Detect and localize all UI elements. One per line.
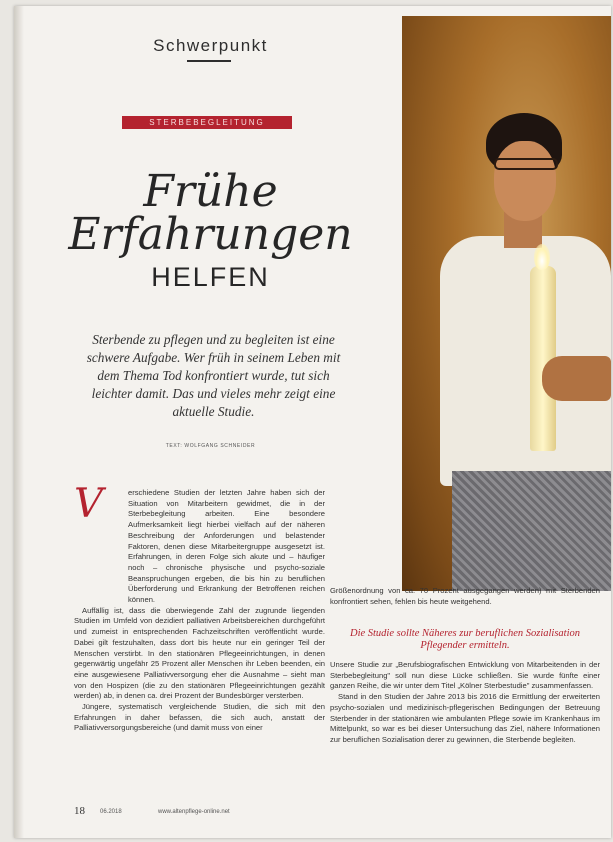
website-link[interactable]: www.altenpflege-online.net bbox=[158, 809, 230, 815]
photo-glasses bbox=[494, 158, 558, 170]
section-label: Schwerpunkt bbox=[153, 36, 268, 55]
magazine-page bbox=[14, 6, 611, 838]
body-column-1 bbox=[74, 488, 325, 734]
body-paragraph: Stand in den Studien der Jahre 2013 bis 2016 die Ermittlung der erweiterten psycho-sozialen und medizinisch-pflegerischen Bedingungen der Betreuung Sterbender in der stationären wie ambulanten Pflege sowie im Krankenhaus im Mittelpunkt, so war es bei dieser Untersuchung das Ziel, nähere Informationen zur beruflichen Sozialisation derer zu gewinnen, die Sterbende begleiten. bbox=[330, 692, 600, 744]
pull-quote: Die Studie sollte Näheres zur beruflichen Sozialisation Pflegender ermitteln. bbox=[349, 628, 580, 651]
article-kicker: STERBEBEGLEITUNG bbox=[122, 116, 292, 129]
dropcap: V bbox=[74, 481, 103, 527]
headline-line-1: Frühe bbox=[143, 166, 278, 217]
body-paragraph: erschiedene Studien der letzten Jahre haben sich der Situation von Mitarbeitern gewidmet, die in der Sterbebegleitung arbeiten. Eine besondere Aufmerksamkeit liegt hierbei vielfach auf der näheren Beschreibung der Anforderungen und belastender Faktoren, denen diese Mitarbeitergruppe ausgesetzt ist. Erfahrungen, in deren Folge sich akute und – häufiger noch – chronische physische und psycho-soziale Beanspruchungen ergeben, die bis hin zu beruflichen Überforderung und Erkrankung der Betroffenen reichen können. bbox=[128, 488, 325, 605]
photo-trousers bbox=[452, 471, 611, 591]
body-paragraph: Jüngere, systematisch vergleichende Studien, die sich mit den Erfahrungen in daher befassen, die sich auch, anstatt der Palliativversorgungsbereiche (und damit muss von einer bbox=[74, 702, 325, 733]
issue-date: 06.2018 bbox=[100, 809, 122, 815]
body-paragraph: Unsere Studie zur „Berufsbiografischen Entwicklung von Mitarbeitenden in der Sterbebegleitung" soll nun diese Lücke schließen. Sie wurde fünfte einer ganzen Reihe, die wir unter dem Titel „Kölner Sterbestudie" zusammenfassen. bbox=[330, 660, 600, 691]
photo-face bbox=[494, 141, 556, 221]
headline-line-2: Erfahrungen bbox=[68, 209, 353, 260]
author-credit: TEXT: WOLFGANG SCHNEIDER bbox=[165, 443, 256, 449]
body-paragraph: Auffällig ist, dass die überwiegende Zahl der zugrunde liegenden Studien im Umfeld von dezidiert palliativen Arbeitsbereichen durchgeführt und zumeist in entsprechenden Fachzeitschriften veröffentlicht wurde. Dabei gilt festzuhalten, dass dort bis heute nur ein geringer Teil der Menschen verstirbt. In den stationären Pflegeeinrichtungen, in denen gegenwärtig ungefähr 25 Prozent aller Menschen ihr Leben beenden, ein eine ausgewiesene Palliativversorgung eher die Ausnahme – sieht man von den Hospizen (die zu den stationären Pflegeeinrichtungen gezählt werden) ab, in denen ca. drei Prozent der Bundesbürger versterben. bbox=[74, 605, 325, 701]
body-column-2 bbox=[330, 660, 600, 746]
headline-line-3: HELFEN bbox=[151, 262, 270, 292]
candle-flame-icon bbox=[534, 244, 550, 270]
page-binding-shadow bbox=[14, 6, 24, 838]
body-paragraph: Größenordnung von ca. 70 Prozent ausgegangen werden) mit Sterbenden konfrontiert sehen, fehlen bis heute weitgehend. bbox=[330, 586, 600, 606]
section-rule bbox=[187, 60, 231, 62]
body-column-2-top bbox=[330, 586, 600, 607]
page-number: 18 bbox=[74, 805, 85, 817]
article-photo-woman-with-candle bbox=[402, 16, 611, 591]
article-lead: Sterbende zu pflegen und zu begleiten ist eine schwere Aufgabe. Wer früh in seinem Leben mit dem Thema Tod konfrontiert wurde, tut sich leichter damit. Das und vieles mehr zeigt eine aktuelle Studie. bbox=[86, 332, 341, 419]
photo-hand bbox=[542, 356, 611, 401]
